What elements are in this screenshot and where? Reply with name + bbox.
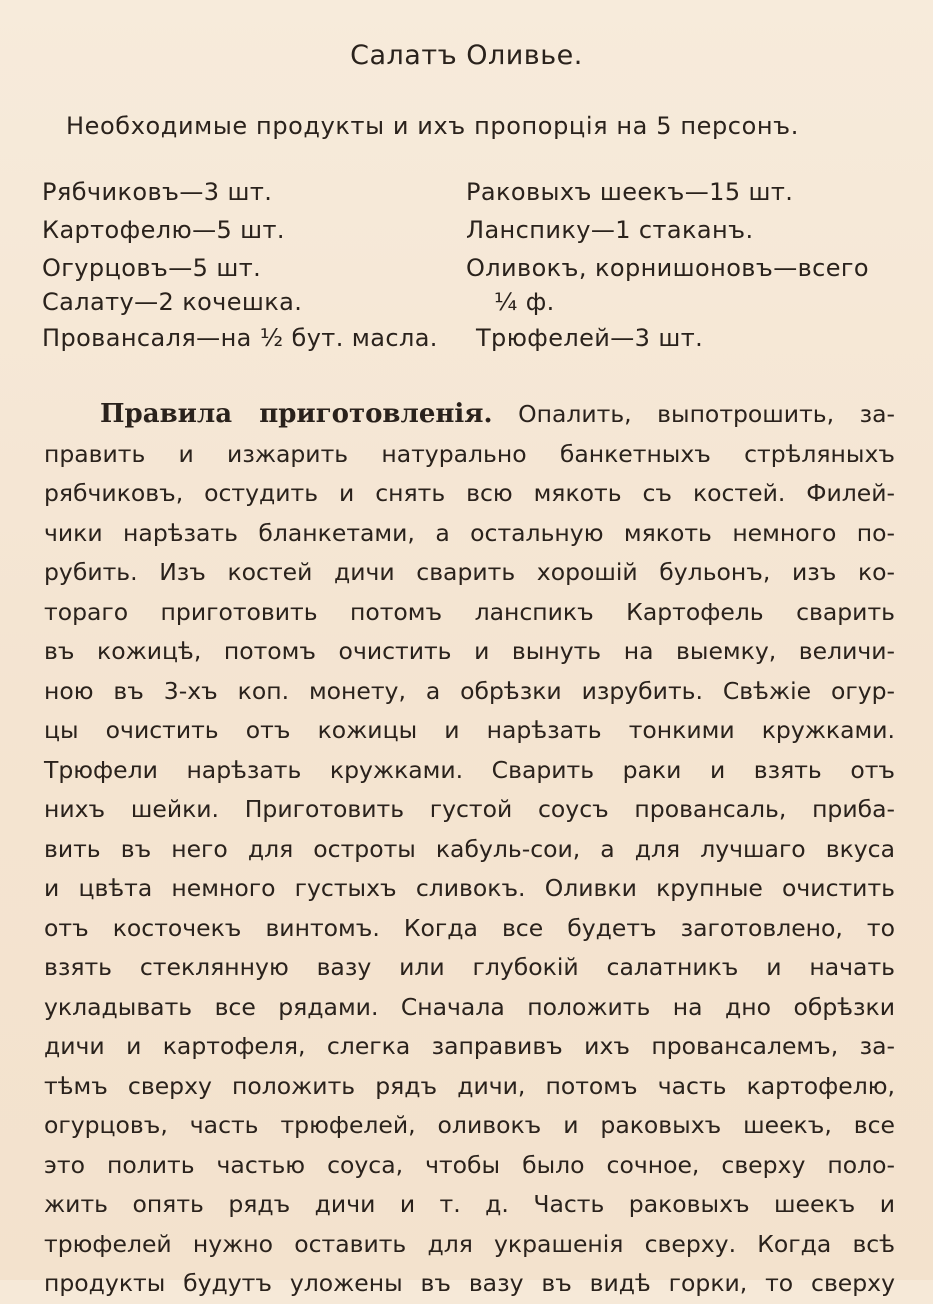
method-line: въ кожицѣ, потомъ очистить и вынуть на выемку, величи- — [44, 637, 895, 665]
method-line: это полить частью соуса, чтобы было сочное, сверху поло- — [44, 1150, 895, 1179]
ingredient-item: Раковыхъ шеекъ—15 шт. — [466, 178, 794, 206]
method-line: рябчиковъ, остудить и снять всю мякоть съ костей. Филей- — [44, 479, 895, 507]
ingredient-item: Картофелю—5 шт. — [42, 216, 285, 244]
proportions-subtitle: Необходимые продукты и ихъ пропорція на 5 персонъ. — [66, 112, 799, 140]
ingredient-item: Трюфелей—3 шт. — [476, 324, 704, 352]
preparation-method — [44, 395, 895, 1304]
ingredient-item: Провансаля—на ½ бут. масла. — [42, 324, 438, 352]
method-line: жить опять рядъ дичи и т. д. Часть раковыхъ шеекъ и — [44, 1190, 895, 1218]
ingredient-item: Огурцовъ—5 шт. — [42, 254, 262, 282]
method-line: огурцовъ, часть трюфелей, оливокъ и раковыхъ шеекъ, все — [44, 1111, 895, 1139]
method-line: трюфелей нужно оставить для украшенія сверху. Когда всѣ — [44, 1229, 895, 1258]
page-title: Салатъ Оливье. — [350, 40, 583, 71]
ingredient-item: Ланспику—1 стаканъ. — [466, 216, 754, 244]
method-line: нихъ шейки. Приготовить густой соусъ провансаль, приба- — [44, 795, 895, 823]
method-line-text: Опалить, выпотрошить, за- — [518, 400, 895, 428]
ingredient-item: Оливокъ, корнишоновъ—всего — [466, 254, 869, 282]
method-line: Трюфели нарѣзать кружками. Сварить раки и взять отъ — [44, 755, 895, 784]
method-line: ною въ 3-хъ коп. монету, а обрѣзки изрубить. Свѣжіе огур- — [44, 676, 895, 705]
method-line: рубить. Изъ костей дичи сварить хорошій бульонъ, изъ ко- — [44, 558, 895, 586]
ingredient-item: ¼ ф. — [494, 288, 555, 316]
method-line: взять стеклянную вазу или глубокій салатникъ и начать — [44, 953, 895, 981]
method-line — [44, 395, 895, 435]
method-line: тораго приготовить потомъ ланспикъ Картофель сварить — [44, 597, 895, 626]
ingredient-item: Салату—2 кочешка. — [42, 288, 303, 316]
method-line: тѣмъ сверху положить рядъ дичи, потомъ часть картофелю, — [44, 1071, 895, 1100]
method-line: продукты будутъ уложены въ вазу въ видѣ горки, то сверху — [44, 1269, 895, 1297]
method-line: вить въ него для остроты кабуль-сои, а для лучшаго вкуса — [44, 834, 895, 863]
method-line: и цвѣта немного густыхъ сливокъ. Оливки крупные очистить — [44, 874, 895, 902]
method-line: цы очистить отъ кожицы и нарѣзать тонкими кружками. — [44, 716, 895, 744]
method-line: править и изжарить натурально банкетныхъ стрѣляныхъ — [44, 439, 895, 468]
ingredients-list — [0, 178, 933, 358]
method-heading: Правила приготовленія. — [100, 399, 493, 429]
method-line: чики нарѣзать бланкетами, а остальную мякоть немного по- — [44, 518, 895, 547]
ingredient-item: Рябчиковъ—3 шт. — [42, 178, 273, 206]
method-line: отъ косточекъ винтомъ. Когда все будетъ заготовлено, то — [44, 913, 895, 942]
method-line: дичи и картофеля, слегка заправивъ ихъ провансалемъ, за- — [44, 1032, 895, 1060]
method-line: укладывать все рядами. Сначала положить на дно обрѣзки — [44, 992, 895, 1021]
